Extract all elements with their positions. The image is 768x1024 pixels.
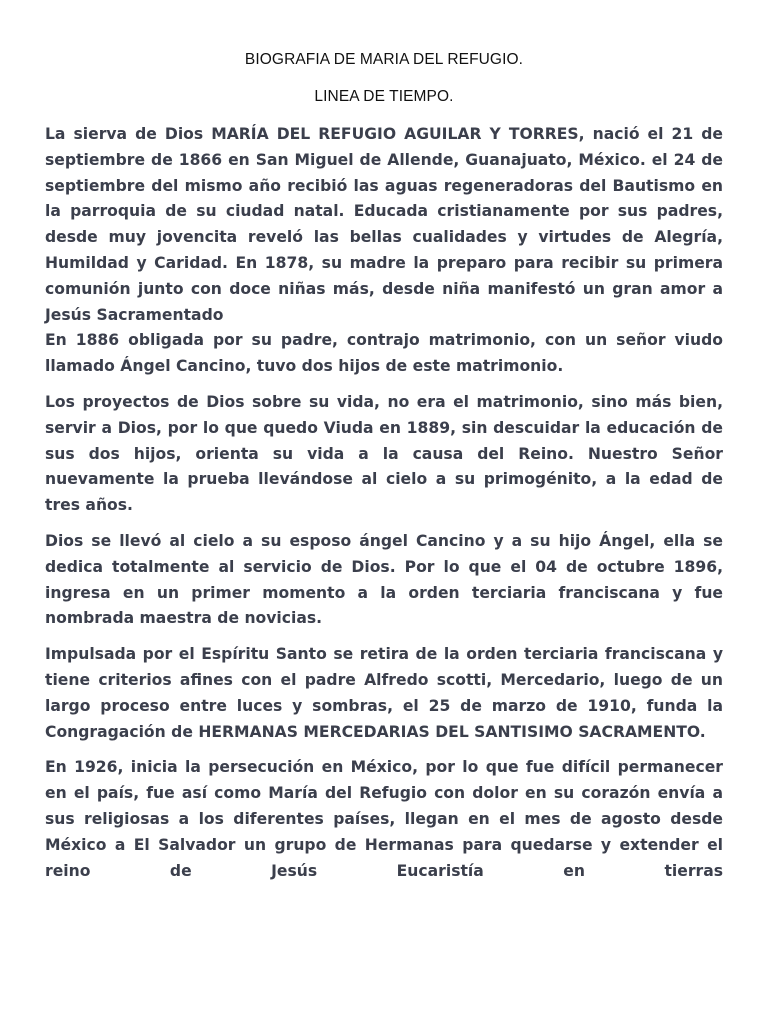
paragraph-birth (45, 122, 723, 380)
paragraph-text: En 1926, inicia la persecución en México, por lo que fue difícil permanecer en el país, fue así como María del Refugio con dolor en su corazón envía a sus religiosas a los diferentes países, llegan en el mes de agosto desde México a El Salvador un grupo de Hermanas para quedarse y extender el reino de Jesús Eucaristía en tierras (45, 758, 723, 880)
document-title: BIOGRAFIA DE MARIA DEL REFUGIO. (244, 51, 524, 68)
paragraph-widowhood (45, 390, 723, 519)
document-body (45, 122, 723, 894)
paragraph-persecution (45, 755, 723, 884)
paragraph-text: Impulsada por el Espíritu Santo se retira de la orden terciaria franciscana y tiene criterios afines con el padre Alfredo scotti, Mercedario, luego de un largo proceso entre luces y sombras, el 25 de marzo de 1910, funda la Congragación de HERMANAS MERCEDARIAS DEL SANTISIMO SACRAMENTO. (45, 645, 723, 741)
paragraph-text: Dios se llevó al cielo a su esposo ángel Cancino y a su hijo Ángel, ella se dedica totalmente al servicio de Dios. Por lo que el 04 de octubre 1896, ingresa en un primer momento a la orden terciaria franciscana y fue nombrada maestra de novicias. (45, 531, 723, 628)
paragraph-text: En 1886 obligada por su padre, contrajo matrimonio, con un señor viudo llamado Ángel Cancino, tuvo dos hijos de este matrimonio. (45, 331, 723, 376)
paragraph-text: La sierva de Dios MARÍA DEL REFUGIO AGUILAR Y TORRES, nació el 21 de septiembre de 1866 en San Miguel de Allende, Guanajuato, México. el 24 de septiembre del mismo año recibió las aguas regeneradoras del Bautismo en la parroquia de su ciudad natal. Educada cristianamente por sus padres, desde muy jovencita reveló las bellas cualidades y virtudes de Alegría, Humildad y Caridad. En 1878, su madre la preparo para recibir su primera comunión junto con doce niñas más, desde niña manifestó un gran amor a Jesús Sacramentado (45, 125, 723, 324)
document-subtitle: LINEA DE TIEMPO. (314, 88, 454, 105)
paragraph-foundation (45, 642, 723, 745)
paragraph-text: Los proyectos de Dios sobre su vida, no era el matrimonio, sino más bien, servir a Dios, por lo que quedo Viuda en 1889, sin descuidar la educación de sus dos hijos, orienta su vida a la causa del Reino. Nuestro Señor nuevamente la prueba llevándose al cielo a su primogénito, a la edad de tres años. (45, 392, 723, 515)
paragraph-franciscan (45, 529, 723, 632)
